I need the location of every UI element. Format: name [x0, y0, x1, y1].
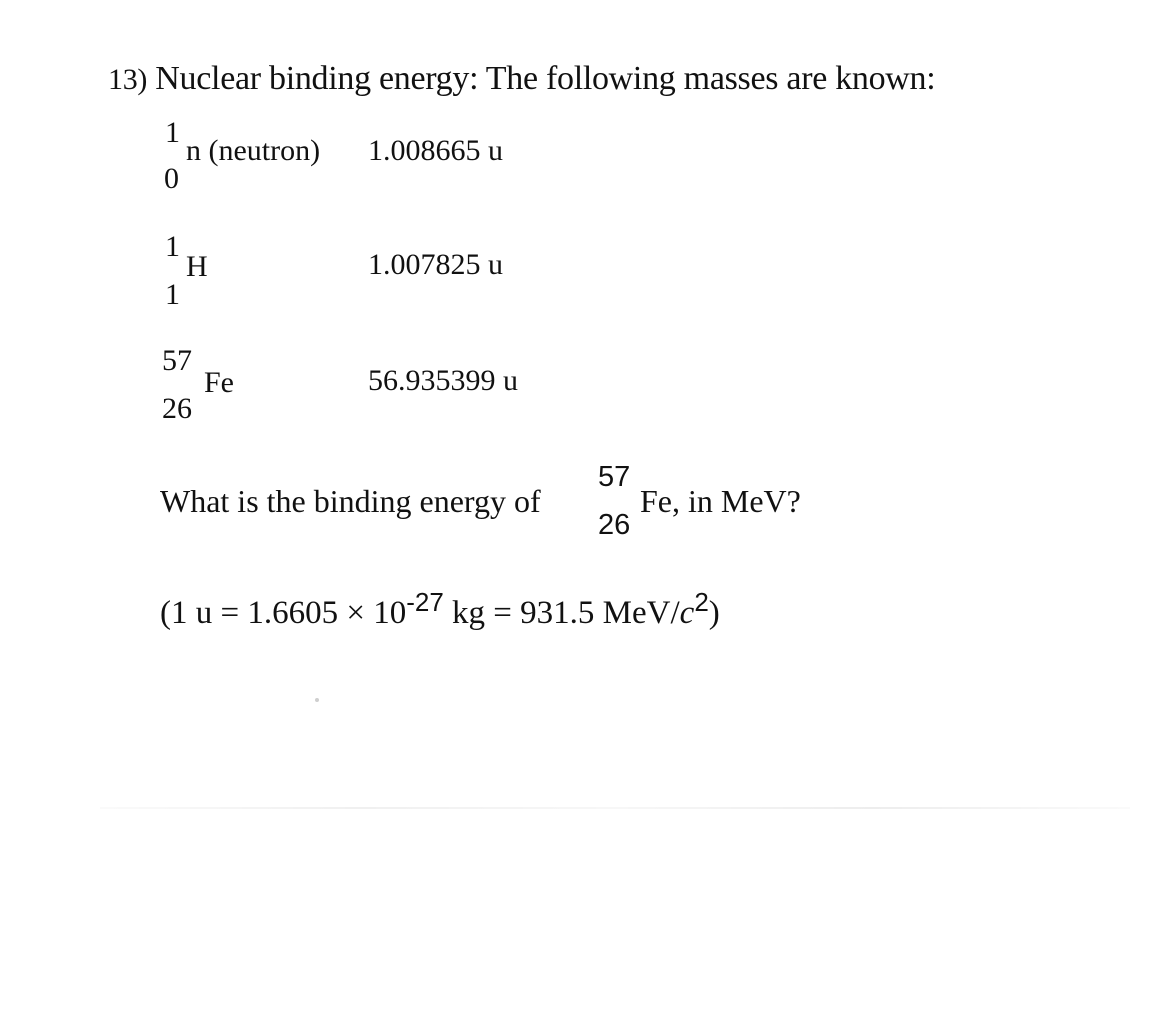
nuclide-mass-iron: 56.935399 u	[368, 364, 518, 397]
nuclide-atomic-number: 26	[162, 392, 192, 425]
question-atomic-number: 26	[598, 509, 631, 541]
scan-artifact-line	[100, 807, 1130, 809]
nuclide-atomic-number: 0	[164, 162, 179, 195]
nuclide-symbol: Fe	[204, 366, 234, 399]
speed-of-light-symbol: c	[679, 595, 695, 631]
conversion-open: (1 u = 1.6605 × 10	[160, 595, 407, 631]
conversion-close: )	[708, 595, 720, 631]
conversion-exponent: -27	[406, 587, 444, 617]
question-text: What is the binding energy of	[160, 483, 541, 519]
nuclide-mass-neutron: 1.008665 u	[368, 134, 503, 167]
problem-number: 13)	[108, 63, 148, 96]
conversion-factor	[160, 582, 720, 633]
nuclide-mass-number: 1	[165, 230, 180, 263]
question-mass-number: 57	[598, 461, 631, 493]
speed-of-light-exponent: 2	[694, 587, 709, 617]
scan-speck	[315, 698, 319, 702]
problem-title: Nuclear binding energy: The following masses are known:	[155, 60, 936, 97]
problem-heading	[108, 60, 935, 98]
nuclide-mass-number: 1	[165, 116, 180, 149]
nuclide-symbol: n (neutron)	[186, 134, 321, 167]
nuclide-neutron	[162, 118, 362, 198]
conversion-middle: kg = 931.5 MeV/	[443, 595, 680, 631]
nuclide-atomic-number: 1	[165, 278, 180, 311]
nuclide-mass-number: 57	[162, 344, 192, 377]
nuclide-mass-hydrogen: 1.007825 u	[368, 248, 503, 281]
nuclide-iron	[162, 346, 362, 426]
question-suffix: Fe, in MeV?	[640, 483, 801, 519]
nuclide-symbol: H	[186, 250, 208, 283]
question-nuclide	[598, 462, 838, 542]
nuclide-hydrogen	[162, 232, 362, 312]
